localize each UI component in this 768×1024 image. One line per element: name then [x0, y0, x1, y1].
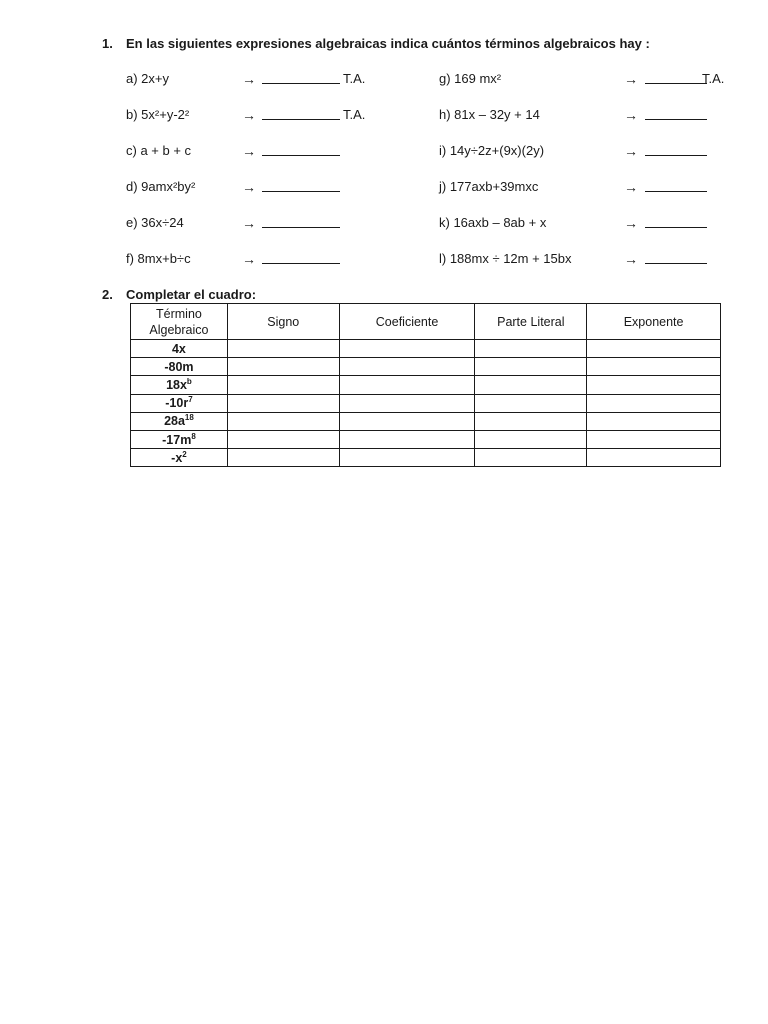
arrow-icon: → [624, 179, 638, 195]
arrow-icon: → [242, 107, 256, 123]
exponente-answer-cell[interactable] [587, 358, 721, 376]
question-1-heading [102, 36, 650, 51]
exponente-answer-cell[interactable] [587, 412, 721, 430]
term-exponent: 2 [182, 449, 187, 459]
coeficiente-answer-cell[interactable] [339, 430, 475, 448]
table-row [131, 376, 721, 394]
table-row [131, 394, 721, 412]
expression-l: l) 188mx ÷ 12m + 15bx [439, 251, 572, 266]
signo-answer-cell[interactable] [227, 376, 339, 394]
expression-a: a) 2x+y [126, 71, 169, 86]
coeficiente-answer-cell[interactable] [339, 358, 475, 376]
term-base: 18x [166, 377, 187, 392]
term-cell [131, 340, 228, 358]
term-exponent: b [186, 376, 192, 386]
answer-blank-k[interactable] [645, 227, 707, 228]
table-row [131, 430, 721, 448]
coeficiente-answer-cell[interactable] [339, 376, 475, 394]
arrow-icon: → [624, 71, 638, 87]
signo-answer-cell[interactable] [227, 449, 339, 467]
header-exponente: Exponente [587, 304, 721, 340]
header-coeficiente: Coeficiente [339, 304, 475, 340]
exponente-answer-cell[interactable] [587, 340, 721, 358]
arrow-icon: → [242, 215, 256, 231]
signo-answer-cell[interactable] [227, 430, 339, 448]
answer-blank-i[interactable] [645, 155, 707, 156]
parte-literal-answer-cell[interactable] [475, 412, 587, 430]
arrow-icon: → [624, 251, 638, 267]
expression-k: k) 16axb – 8ab + x [439, 215, 547, 230]
expression-h: h) 81x – 32y + 14 [439, 107, 540, 122]
exponente-answer-cell[interactable] [587, 449, 721, 467]
question-1-number: 1. [102, 36, 113, 51]
table-header-row [131, 304, 721, 340]
header-termino-algebraico: Término Algebraico [131, 304, 228, 340]
exponente-answer-cell[interactable] [587, 376, 721, 394]
parte-literal-answer-cell[interactable] [475, 394, 587, 412]
arrow-icon: → [242, 251, 256, 267]
expression-d: d) 9amx²by² [126, 179, 196, 194]
signo-answer-cell[interactable] [227, 340, 339, 358]
exponente-answer-cell[interactable] [587, 394, 721, 412]
expression-b: b) 5x²+y-2² [126, 107, 190, 122]
signo-answer-cell[interactable] [227, 412, 339, 430]
answer-blank-c[interactable] [262, 155, 340, 156]
coeficiente-answer-cell[interactable] [339, 449, 475, 467]
coeficiente-answer-cell[interactable] [339, 394, 475, 412]
answer-blank-l[interactable] [645, 263, 707, 264]
parte-literal-answer-cell[interactable] [475, 340, 587, 358]
answer-blank-d[interactable] [262, 191, 340, 192]
term-cell [131, 358, 228, 376]
question-1-text: En las siguientes expresiones algebraicas indica cuántos términos algebraicos hay : [126, 36, 650, 51]
parte-literal-answer-cell[interactable] [475, 376, 587, 394]
expression-j: j) 177axb+39mxc [439, 179, 539, 194]
table-row [131, 358, 721, 376]
expression-c: c) a + b + c [126, 143, 192, 158]
term-base: 28a [164, 414, 185, 429]
term-base: -10r [165, 396, 189, 411]
term-exponent: 7 [188, 395, 193, 405]
term-base: -x [171, 450, 183, 465]
question-2-number: 2. [102, 287, 113, 302]
answer-blank-a[interactable] [262, 83, 340, 84]
signo-answer-cell[interactable] [227, 394, 339, 412]
header-parte-literal: Parte Literal [475, 304, 587, 340]
coeficiente-answer-cell[interactable] [339, 340, 475, 358]
arrow-icon: → [242, 179, 256, 195]
arrow-icon: → [624, 143, 638, 159]
answer-blank-h[interactable] [645, 119, 707, 120]
exponente-answer-cell[interactable] [587, 430, 721, 448]
parte-literal-answer-cell[interactable] [475, 358, 587, 376]
table-row [131, 449, 721, 467]
expression-e: e) 36x÷24 [126, 215, 184, 230]
term-cell [131, 394, 228, 412]
arrow-icon: → [624, 215, 638, 231]
arrow-icon: → [242, 71, 256, 87]
suffix-ta: T.A. [343, 107, 366, 122]
expression-g: g) 169 mx² [439, 71, 502, 86]
term-cell [131, 376, 228, 394]
table-row [131, 340, 721, 358]
term-cell [131, 412, 228, 430]
term-base: 4x [171, 341, 186, 356]
answer-blank-f[interactable] [262, 263, 340, 264]
expression-i: i) 14y÷2z+(9x)(2y) [439, 143, 545, 158]
expression-f: f) 8mx+b÷c [126, 251, 191, 266]
table-body [131, 340, 721, 467]
term-cell [131, 449, 228, 467]
term-cell [131, 430, 228, 448]
arrow-icon: → [624, 107, 638, 123]
term-base: -17m [162, 432, 192, 447]
parte-literal-answer-cell[interactable] [475, 449, 587, 467]
answer-blank-j[interactable] [645, 191, 707, 192]
term-base: -80m [164, 359, 194, 374]
signo-answer-cell[interactable] [227, 358, 339, 376]
parte-literal-answer-cell[interactable] [475, 430, 587, 448]
suffix-ta: T.A. [702, 71, 725, 86]
term-exponent: 8 [191, 431, 196, 441]
coeficiente-answer-cell[interactable] [339, 412, 475, 430]
header-signo: Signo [227, 304, 339, 340]
term-exponent: 18 [184, 413, 194, 423]
answer-blank-g[interactable] [645, 83, 707, 84]
answer-blank-b[interactable] [262, 119, 340, 120]
arrow-icon: → [242, 143, 256, 159]
question-2-heading [102, 287, 256, 302]
suffix-ta: T.A. [343, 71, 366, 86]
question-2-text: Completar el cuadro: [126, 287, 257, 302]
answer-blank-e[interactable] [262, 227, 340, 228]
terms-table [130, 303, 721, 467]
table-row [131, 412, 721, 430]
